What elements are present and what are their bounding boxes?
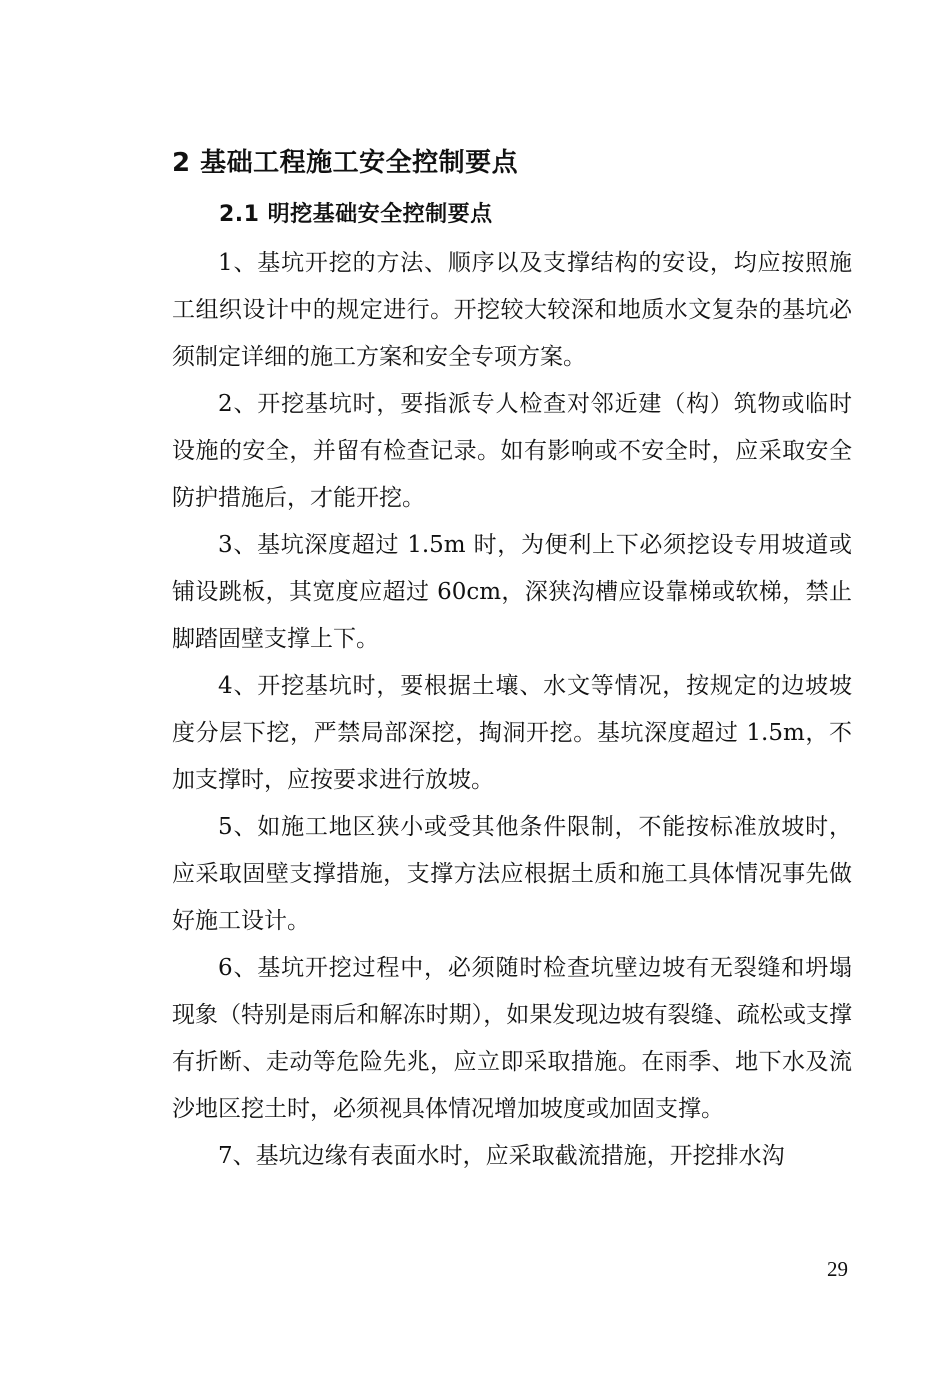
paragraph-2: 2、开挖基坑时，要指派专人检查对邻近建（构）筑物或临时设施的安全，并留有检查记录。如有影响或不安全时，应采取安全防护措施后，才能开挖。 <box>172 391 852 511</box>
paragraph-6: 6、基坑开挖过程中，必须随时检查坑壁边坡有无裂缝和坍塌现象（特别是雨后和解冻时期），如果发现边坡有裂缝、疏松或支撑有折断、走动等危险先兆，应立即采取措施。在雨季、地下水及流沙地区挖土时，必须视具体情况增加坡度或加固支撑。 <box>172 955 852 1122</box>
paragraph-3: 3、基坑深度超过 1.5m 时，为便利上下必须挖设专用坡道或铺设跳板，其宽度应超过 60cm，深狭沟槽应设靠梯或软梯，禁止脚踏固壁支撑上下。 <box>172 532 852 652</box>
chapter-title: 2 基础工程施工安全控制要点 <box>172 148 519 178</box>
paragraph-1: 1、基坑开挖的方法、顺序以及支撑结构的安设，均应按照施工组织设计中的规定进行。开挖较大较深和地质水文复杂的基坑必须制定详细的施工方案和安全专项方案。 <box>172 250 852 370</box>
body-text <box>172 240 852 1180</box>
page-number: 29 <box>827 1257 848 1281</box>
paragraph-7: 7、基坑边缘有表面水时，应采取截流措施，开挖排水沟 <box>218 1143 785 1169</box>
paragraph-4: 4、开挖基坑时，要根据土壤、水文等情况，按规定的边坡坡度分层下挖，严禁局部深挖，掏洞开挖。基坑深度超过 1.5m，不加支撑时，应按要求进行放坡。 <box>172 673 852 793</box>
paragraph-5: 5、如施工地区狭小或受其他条件限制，不能按标准放坡时，应采取固壁支撑措施，支撑方法应根据土质和施工具体情况事先做好施工设计。 <box>172 814 852 934</box>
section-title: 2.1 明挖基础安全控制要点 <box>219 202 493 227</box>
